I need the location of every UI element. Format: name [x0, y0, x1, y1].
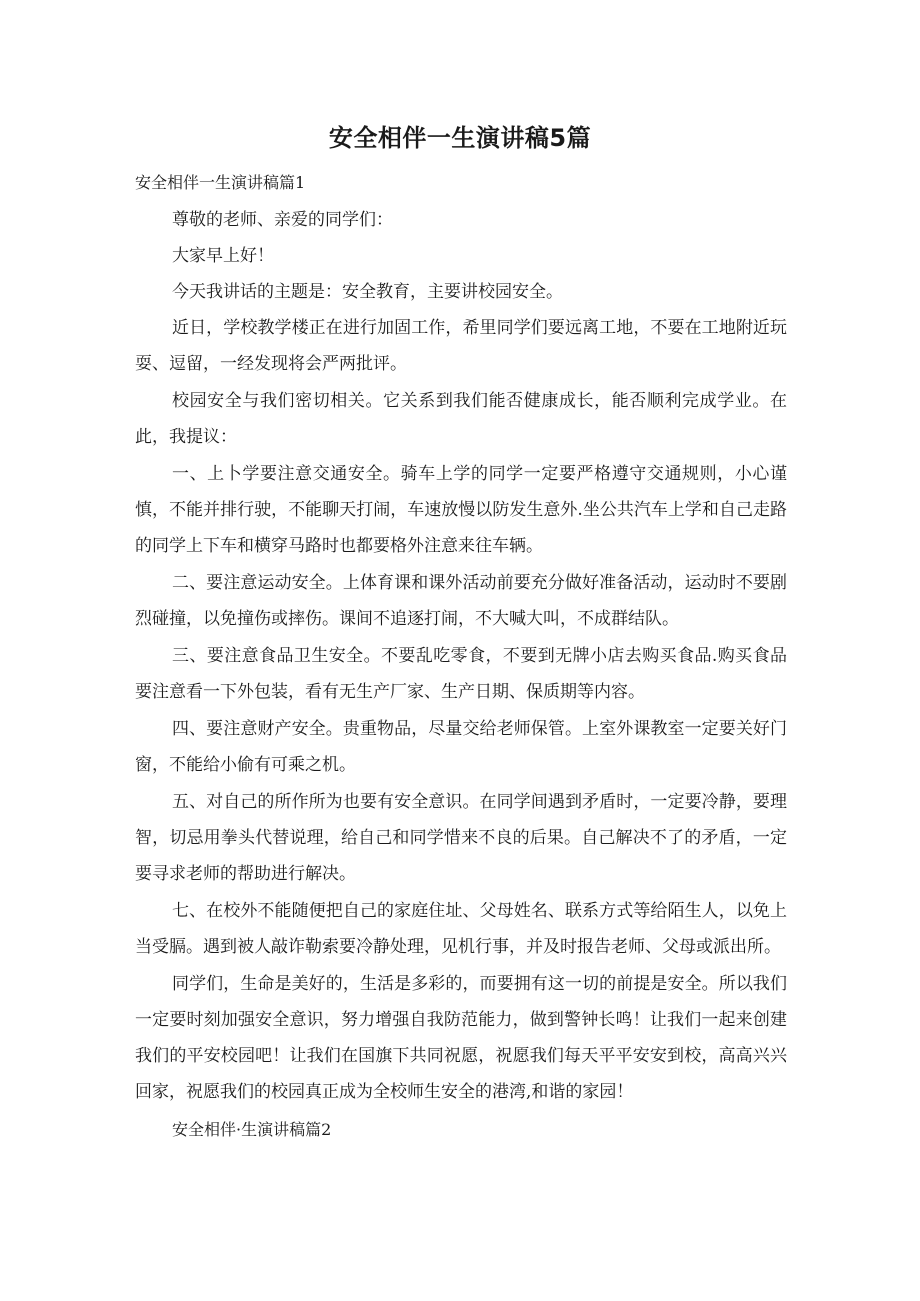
paragraph: 校园安全与我们密切相关。它关系到我们能否健康成长，能否顺利完成学业。在此，我提议： — [135, 391, 787, 447]
paragraph-item-3: 三、要注意食品卫生安全。不要乱吃零食，不要到无牌小店去购买食品.购买食品要注意看一下外包装，看有无生产厂家、生产日期、保质期等内容。 — [135, 646, 787, 702]
paragraph-topic: 今天我讲话的主题是：安全教育，主要讲校园安全。 — [172, 282, 563, 302]
section-2-heading: 安全相伴·生演讲稿篇2 — [172, 1120, 332, 1139]
paragraph-item-4: 四、要注意财产安全。贵重物品，尽量交给老师保管。上室外课教室一定要关好门窗，不能给小偷有可乘之机。 — [135, 719, 787, 775]
paragraph-item-2: 二、要注意运动安全。上体育课和课外活动前要充分做好准备活动，运动时不要剧烈碰撞，以免撞伤或摔伤。课间不追逐打闹，不大喊大叫，不成群结队。 — [135, 573, 787, 629]
paragraph-salutation: 尊敬的老师、亲爱的同学们： — [172, 210, 393, 230]
paragraph-item-5: 五、对自己的所作所为也要有安全意识。在同学间遇到矛盾时，一定要冷静，要理智，切忌用拳头代替说理，给自己和同学惜来不良的后果。自己解决不了的矛盾，一定要寻求老师的帮助进行解决。 — [135, 792, 787, 884]
section-1-heading: 安全相伴一生演讲稿篇1 — [135, 173, 306, 192]
paragraph-closing: 同学们，生命是美好的，生活是多彩的，而要拥有这一切的前提是安全。所以我们一定要时刻加强安全意识，努力增强自我防范能力，做到警钟长鸣！让我们一起来创建我们的平安校园吧！让我们在国旗下共同祝愿，祝愿我们每天平平安安到校，高高兴兴回家，祝愿我们的校园真正成为全校师生安全的港湾,和谐的家园！ — [135, 974, 787, 1102]
paragraph: 近日，学校教学楼正在进行加固工作，希里同学们要远离工地，不要在工地附近玩耍、逗留，一经发现将会严两批评。 — [135, 318, 787, 374]
document-title: 安全相伴一生演讲稿5篇 — [328, 124, 592, 152]
paragraph-item-1: 一、上卜学要注意交通安全。骑车上学的同学一定要严格遵守交通规则，小心谨慎，不能并排行驶，不能聊天打闹，车速放慢以防发生意外.坐公共汽车上学和自己走路的同学上下车和横穿马路时也都要格外注意来往车辆。 — [135, 464, 787, 556]
paragraph-greeting: 大家早上好！ — [172, 246, 274, 266]
paragraph-item-7: 七、在校外不能随便把自己的家庭住址、父母姓名、联系方式等给陌生人，以免上当受膈。遇到被人敲诈勒索要冷静处理，见机行事，并及时报告老师、父母或派出所。 — [135, 901, 787, 957]
document-body — [135, 202, 787, 1148]
